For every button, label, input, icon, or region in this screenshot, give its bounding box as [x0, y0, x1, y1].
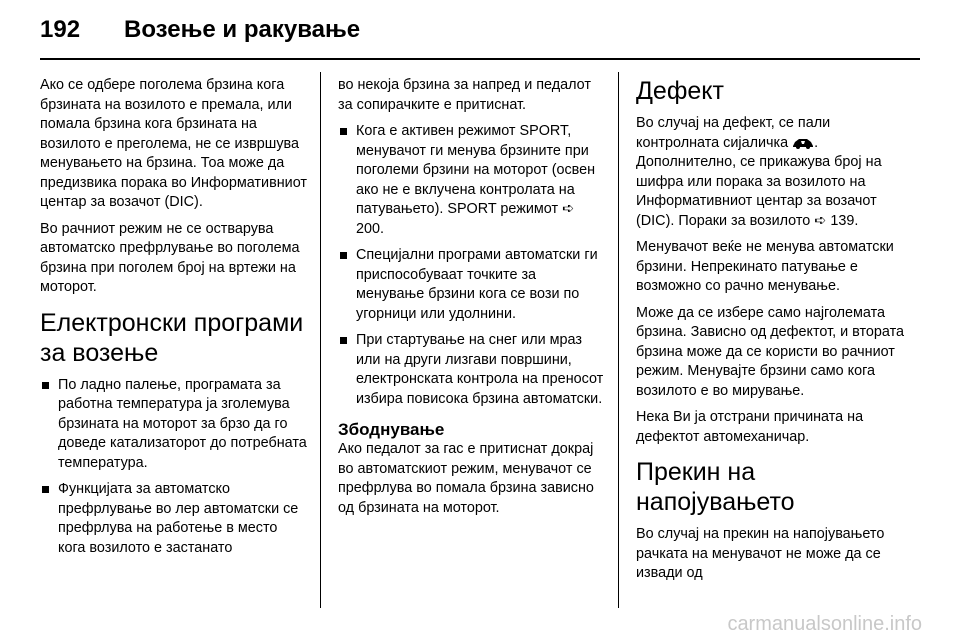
car-wrench-icon — [792, 137, 814, 149]
section-heading: Прекин на напојувањето — [636, 458, 795, 516]
paragraph-text: . Дополнително, се прикажува број на шифра или порака за возилото на Информативниот центар за возачот (DIC). Пораки за возилото ➪ 139. — [636, 134, 882, 229]
paragraph-text: Во случај на дефект, се пали контролната сијаличка — [636, 115, 831, 151]
list-item: Кога е активен режимот SPORT, менувачот ги менува брзините при поголеми брзини на моторот (освен ако не е вклучена контролата на патувањето). SPORT режимот ➪ 200. — [338, 122, 606, 239]
paragraph: Во рачниот режим не се остварува автоматско префрлување во поголема брзина при поголем број на вртежи на моторот. — [40, 220, 300, 295]
section-heading: Дефект — [636, 77, 724, 105]
column-divider-1 — [320, 72, 321, 608]
list-item: По ладно палење, програмата за работна температура ја зголемува брзината на моторот за брзо да го доведе катализаторот до потребната температура. — [40, 376, 308, 474]
paragraph: Ако педалот за гас е притиснат докрај во автоматскиот режим, менувачот се префрлува во помала брзина зависно од брзината на моторот. — [338, 441, 594, 516]
column-divider-2 — [618, 72, 619, 608]
bullet-list — [40, 376, 308, 559]
list-item: При стартување на снег или мраз или на други лизгави површини, електронската контрола на преносот избира повисока брзина автоматски. — [338, 331, 606, 409]
page-number: 192 — [40, 16, 81, 43]
column-2 — [338, 76, 606, 525]
list-item: Специјални програми автоматски ги приспособуваат точките за менување брзини кога се вози по угорници или удолнини. — [338, 246, 606, 324]
header-rule — [40, 58, 920, 60]
chapter-title: Возење и ракување — [124, 16, 361, 43]
paragraph: Може да се избере само најголемата брзина. Зависно од дефектот, и втората брзина може да се користи во рачниот режим. Менувајте брзини само кога возилото е во мирување. — [636, 304, 905, 399]
column-3 — [636, 76, 904, 591]
paragraph: Во случај на прекин на напојувањето рачката на менувачот не може да се извади од — [636, 526, 885, 581]
page-header — [40, 0, 920, 56]
paragraph: Менувачот веќе не менува автоматски брзини. Непрекинато патување е возможно со рачно менување. — [636, 239, 894, 294]
list-item: Функцијата за автоматско префрлување во лер автоматски се префрлува на работење в место кога возилото е застанато — [40, 480, 308, 558]
paragraph: Нека Ви ја отстрани причината на дефектот автомеханичар. — [636, 409, 864, 445]
column-1 — [40, 76, 308, 565]
bullet-list — [338, 122, 606, 409]
subsection-heading: Збоднување — [338, 420, 445, 439]
section-heading: Електронски програми за возење — [40, 308, 304, 367]
watermark: carmanualsonline.info — [727, 613, 922, 635]
paragraph — [636, 114, 904, 231]
paragraph: во некоја брзина за напред и педалот за сопирачките е притиснат. — [338, 77, 591, 113]
paragraph: Ако се одбере поголема брзина кога брзината на возилото е премала, или помала брзина кога брзината на возилото е преголема, не се извршува менувањето на брзина. Тоа може да предизвика порака во Информативниот центар за возачот (DIC). — [40, 77, 307, 210]
